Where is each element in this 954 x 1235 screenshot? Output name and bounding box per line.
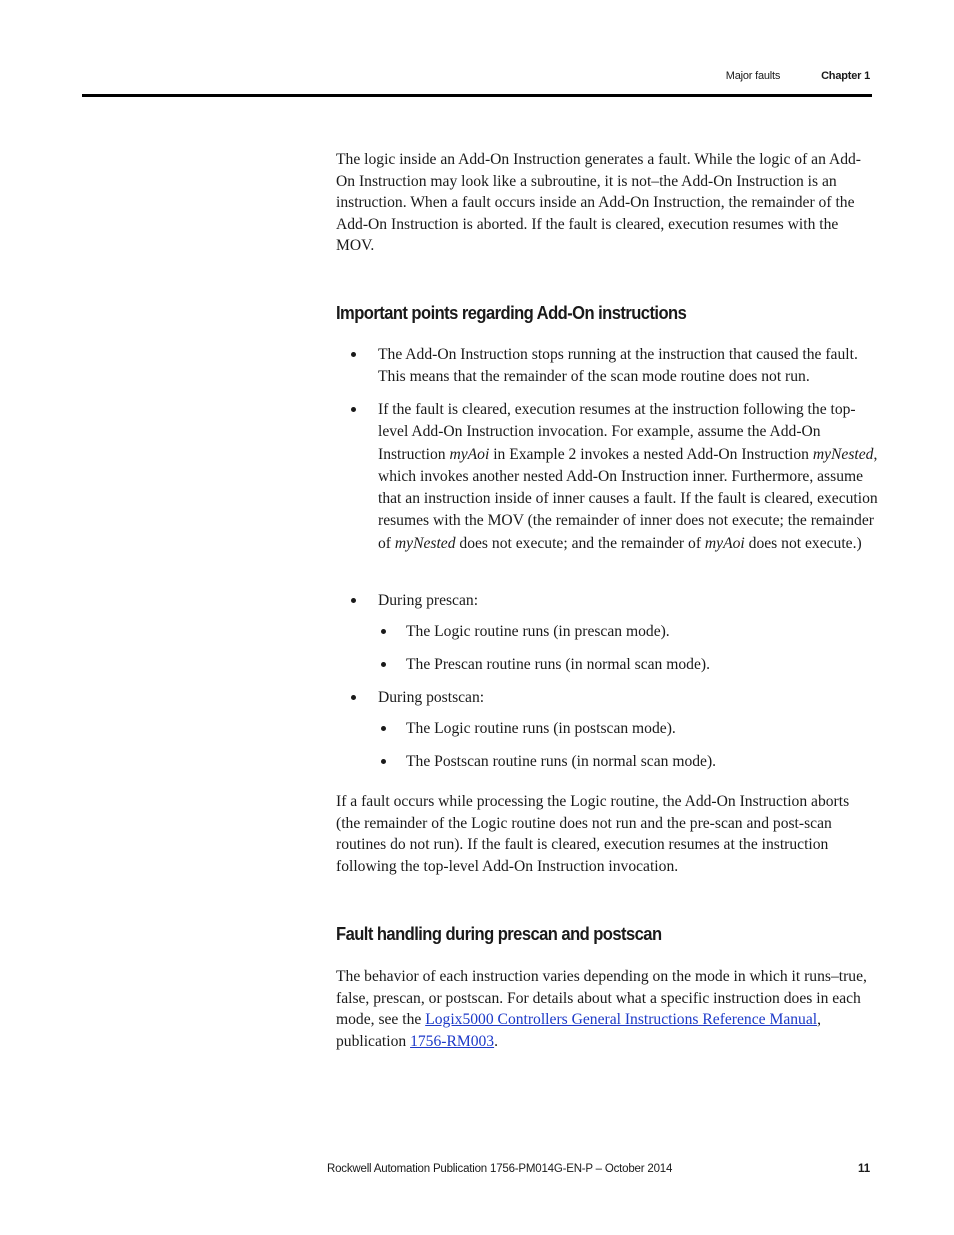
header-section-title: Major faults	[725, 70, 781, 82]
bullet-icon	[351, 352, 356, 357]
bullet-icon	[381, 629, 386, 634]
bullet-icon	[351, 695, 356, 700]
list-item	[378, 687, 878, 709]
bullet-icon	[351, 598, 356, 603]
closing-paragraph: If a fault occurs while processing the Logic routine, the Add-On Instruction aborts (the remainder of the Logic routine does not run and the pre-scan and post-scan routines do not run). If the fault is cleared, execution resumes at the instruction following the top-level Add-On Instruction invocation.	[336, 793, 850, 875]
footer-publication: Rockwell Automation Publication 1756-PM014G-EN-P – October 2014	[327, 1163, 673, 1175]
sub-list-item	[406, 751, 876, 773]
rm003-publication-link[interactable]: 1756-RM003	[410, 1032, 495, 1050]
intro-paragraph: The logic inside an Add-On Instruction generates a fault. While the logic of an Add-On Instruction may look like a subroutine, it is not–the Add-On Instruction is an instruction. When a fault occurs inside an Add-On Instruction, the remainder of the Add-On Instruction is aborted. If the fault is cleared, execution resumes with the MOV.	[336, 151, 861, 255]
section-heading-addon-points: Important points regarding Add-On instructions	[336, 303, 687, 323]
list-item-text: During postscan:	[378, 689, 485, 706]
sub-list-item	[406, 654, 876, 676]
sub-list-item	[406, 621, 876, 643]
header-chapter: Chapter 1	[821, 70, 870, 82]
bullet-icon	[381, 726, 386, 731]
header-rule	[82, 94, 872, 97]
section-heading-fault-handling: Fault handling during prescan and postscan	[336, 924, 662, 944]
list-item-text: During prescan:	[378, 592, 479, 609]
fault-handling-paragraph: The behavior of each instruction varies depending on the mode in which it runs–true, false, prescan, or postscan. For details about what a specific instruction does in each mode, see the Logix5000 Controllers General Instructions Reference Manual, publication 1756-RM003.	[336, 968, 867, 1050]
page-number: 11	[858, 1163, 871, 1175]
list-item-text: The Logic routine runs (in postscan mode).	[406, 720, 676, 737]
list-item-text: If the fault is cleared, execution resumes at the instruction following the top-level Add-On Instruction invocation. For example, assume the Add-On Instruction myAoi in Example 2 invokes a nested Add-On Instruction myNested, which invokes another nested Add-On Instruction inner. Furthermore, assume that an instruction inside of inner causes a fault. If the fault is cleared, execution resumes with the MOV (the remainder of inner does not execute; the remainder of myNested does not execute; and the remainder of myAoi does not execute.)	[378, 401, 878, 552]
list-item-text: The Add-On Instruction stops running at the instruction that caused the fault. This means that the remainder of the scan mode routine does not run.	[378, 346, 858, 386]
bullet-icon	[351, 407, 356, 412]
running-header	[688, 70, 870, 82]
list-item	[378, 399, 878, 555]
bullet-icon	[381, 759, 386, 764]
list-item	[378, 590, 878, 612]
list-item-text: The Prescan routine runs (in normal scan mode).	[406, 656, 710, 673]
list-item-text: The Logic routine runs (in prescan mode).	[406, 623, 670, 640]
list-item	[378, 344, 878, 389]
list-item-text: The Postscan routine runs (in normal scan mode).	[406, 753, 717, 770]
bullet-icon	[381, 662, 386, 667]
sub-list-item	[406, 718, 876, 740]
general-instructions-manual-link[interactable]: Logix5000 Controllers General Instructions Reference Manual	[425, 1011, 818, 1029]
